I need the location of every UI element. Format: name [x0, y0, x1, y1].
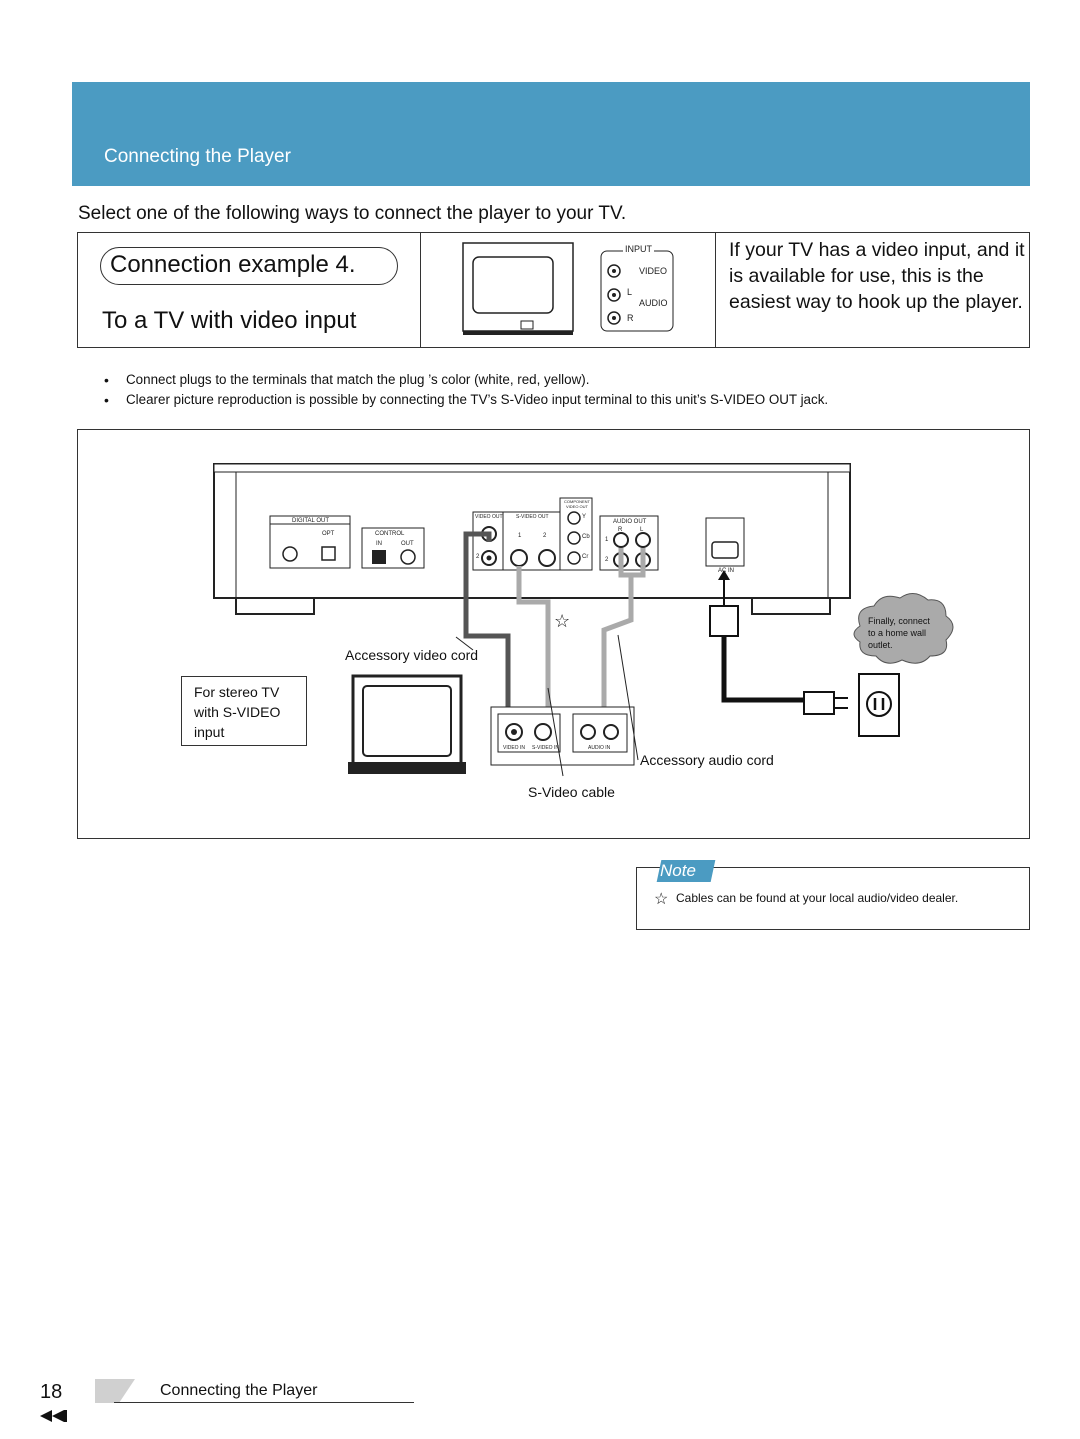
power-cord [724, 630, 804, 700]
tv-r-label: R [627, 313, 634, 323]
cr-label: Cr [582, 554, 589, 560]
outlet-note-text: Finally, connect to a home wall outlet. [868, 616, 930, 650]
opt-label: OPT [322, 531, 335, 537]
tv-input-illustration [421, 233, 715, 349]
control-label: CONTROL [375, 531, 405, 537]
tv-s-video-in-label: S-VIDEO IN [532, 745, 559, 751]
optical-out-jack-icon [322, 547, 335, 560]
cable-star-icon: ☆ [554, 611, 571, 631]
tv-base [463, 331, 573, 335]
y-label: Y [582, 514, 587, 520]
connection-example-box [77, 232, 1030, 348]
example-description: If your TV has a video input, and it is available for use, this is the easiest way to hook up the player. [729, 239, 1025, 313]
power-plug-icon [710, 606, 738, 636]
tv-rear-illustration [348, 676, 634, 774]
ac-in-label: AC IN [718, 568, 735, 574]
player-rear-panel [214, 464, 850, 614]
control-in-jack-icon [372, 550, 386, 564]
bullet-item: • Clearer picture reproduction is possible by connecting the TV’s S-Video input terminal to this unit’s S-VIDEO OUT jack. [100, 390, 1020, 410]
accessory-audio-cord-label: Accessory audio cord [640, 752, 774, 768]
control-out-label: OUT [401, 541, 414, 547]
connection-diagram [77, 429, 1030, 839]
control-out-jack-icon [401, 550, 415, 564]
section-title: Connecting the Player [104, 146, 291, 167]
audio-out-label: AUDIO OUT [613, 519, 647, 525]
digital-out-label: DIGITAL OUT [292, 518, 330, 524]
tv-l-label: L [627, 287, 633, 297]
s-video-cable-label: S-Video cable [528, 784, 615, 800]
s-video-1-label: 1 [518, 533, 522, 539]
example-subtitle: To a TV with video input [102, 307, 357, 334]
stereo-tv-note: For stereo TV with S-VIDEO input [181, 676, 307, 746]
bullet-list [100, 370, 1020, 410]
header-band [72, 82, 1030, 186]
control-in-label: IN [376, 541, 382, 547]
component-video-out-label: COMPONENT VIDEO OUT [564, 499, 590, 509]
ac-in-socket-icon [712, 542, 738, 558]
video-2-label: 2 [476, 554, 480, 560]
audio-2-label: 2 [605, 557, 609, 563]
s-video-out-jack-icon [511, 550, 527, 566]
example-title: Connection example 4. [110, 251, 356, 278]
note-label: Note [660, 861, 696, 880]
audio-r-label: R [618, 527, 623, 533]
video-out-label: VIDEO OUT [475, 514, 503, 520]
audio-l-label: L [640, 527, 644, 533]
s-video-2-label: 2 [543, 533, 547, 539]
accessory-video-cord-label: Accessory video cord [345, 647, 479, 663]
audio-1-label: 1 [605, 537, 609, 543]
bullet-item: • Connect plugs to the terminals that match the plug ’s color (white, red, yellow). [100, 370, 1020, 390]
tv-audio-label: AUDIO [639, 298, 668, 308]
cb-label: Cb [582, 534, 590, 540]
tv-button [521, 321, 533, 329]
note-text: Cables can be found at your local audio/video dealer. [676, 891, 959, 905]
tv-video-in-label: VIDEO IN [503, 745, 525, 751]
footer-rule [114, 1402, 414, 1403]
tv-input-label: INPUT [625, 244, 652, 254]
tv-audio-in-label: AUDIO IN [588, 745, 611, 751]
intro-text: Select one of the following ways to connect the player to your TV. [78, 203, 627, 224]
audio-out-r-jack-icon [614, 533, 628, 547]
footer-section-title: Connecting the Player [160, 1382, 318, 1399]
page-number: 18 [40, 1381, 63, 1403]
star-icon: ☆ [654, 891, 669, 908]
s-video-out-label: S-VIDEO OUT [516, 514, 549, 520]
wall-plug-icon [804, 692, 834, 714]
tv-screen [473, 257, 553, 313]
footer-tab [95, 1379, 135, 1403]
tv-video-label: VIDEO [639, 266, 668, 276]
digital-out-jack-icon [283, 547, 297, 561]
back-arrow-icon[interactable] [40, 1410, 68, 1422]
divider [715, 233, 716, 347]
